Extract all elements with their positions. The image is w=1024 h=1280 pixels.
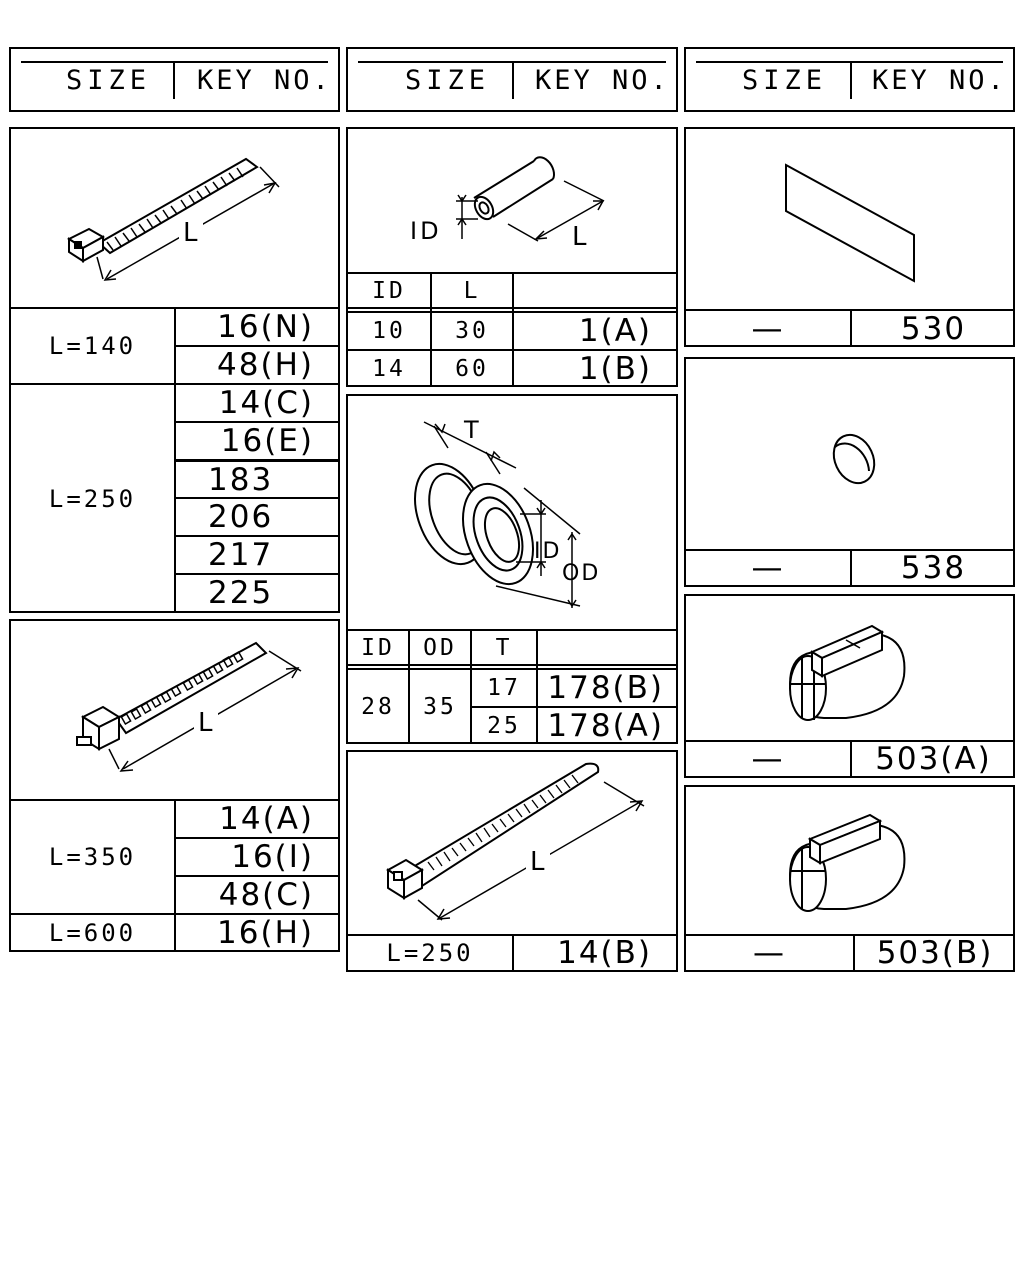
header-col2 xyxy=(346,47,678,112)
grommet-illustration xyxy=(348,396,680,632)
tube-illustration xyxy=(348,129,680,273)
size-dash: — xyxy=(751,311,785,347)
key-no: 48(C) xyxy=(218,877,314,913)
cable-tie-large-panel xyxy=(9,619,340,952)
size-label: L=250 xyxy=(48,485,137,513)
grommet-od-value: 35 xyxy=(423,694,457,720)
dim-label-t: T xyxy=(464,416,479,444)
block-b-panel xyxy=(684,785,1015,972)
key-no: 503(A) xyxy=(875,741,992,777)
header-col3 xyxy=(684,47,1015,112)
header-key-no: KEY NO. xyxy=(197,65,332,96)
header-size: SIZE xyxy=(405,65,491,96)
size-label: L=600 xyxy=(48,918,137,947)
grommet-id-value: 28 xyxy=(361,694,395,720)
key-no: 1(B) xyxy=(578,351,652,387)
disc-panel xyxy=(684,357,1015,587)
dim-label-id: ID xyxy=(410,217,442,245)
column-header-id: ID xyxy=(361,635,395,661)
size-label: L=250 xyxy=(386,939,474,967)
size-dash: — xyxy=(751,741,785,777)
dim-label-l: L xyxy=(198,708,213,738)
header-col1 xyxy=(9,47,340,112)
cable-tie-wide-illustration xyxy=(348,752,680,936)
size-dash: — xyxy=(753,935,786,971)
block-a-illustration xyxy=(686,596,1017,741)
key-no: 16(E) xyxy=(220,423,314,459)
size-label: L=140 xyxy=(48,332,137,360)
key-no: 530 xyxy=(900,311,967,347)
key-no: 1(A) xyxy=(578,313,652,349)
cable-tie-large-illustration xyxy=(11,621,342,799)
header-divider xyxy=(512,63,514,99)
size-dash: — xyxy=(751,550,785,586)
size-label: L=350 xyxy=(48,843,137,871)
header-divider xyxy=(850,63,852,99)
column-header-od: OD xyxy=(423,635,457,661)
column-header-t: T xyxy=(495,635,513,661)
sheet-illustration xyxy=(686,129,1017,309)
key-no: 217 xyxy=(208,537,274,573)
dim-label-l: L xyxy=(183,218,198,248)
key-no: 16(H) xyxy=(217,914,314,951)
key-no: 178(B) xyxy=(547,670,664,706)
key-no: 14(B) xyxy=(557,935,652,971)
tube-l-value: 30 xyxy=(455,318,489,344)
header-divider xyxy=(173,63,175,99)
key-no: 14(A) xyxy=(219,801,314,837)
block-a-panel xyxy=(684,594,1015,778)
key-no: 14(C) xyxy=(218,385,314,421)
tube-id-value: 10 xyxy=(372,318,406,344)
key-no: 16(N) xyxy=(217,309,314,345)
tube-l-value: 60 xyxy=(455,356,489,382)
key-no: 183 xyxy=(208,461,274,498)
disc-illustration xyxy=(686,359,1017,549)
block-b-illustration xyxy=(686,787,1017,935)
cable-tie-wide-panel xyxy=(346,750,678,972)
header-key-no: KEY NO. xyxy=(872,65,1007,96)
grommet-t-value: 25 xyxy=(487,713,521,739)
cable-tie-small-illustration xyxy=(11,129,342,309)
dim-label-l: L xyxy=(572,222,587,252)
header-size: SIZE xyxy=(66,65,152,96)
key-no: 538 xyxy=(900,550,967,586)
key-no: 178(A) xyxy=(547,708,664,744)
cable-tie-small-panel xyxy=(9,127,340,613)
tube-id-value: 14 xyxy=(372,356,406,382)
dim-label-l: L xyxy=(530,847,545,877)
dim-label-id: ID xyxy=(534,539,562,564)
header-key-no: KEY NO. xyxy=(535,65,670,96)
dim-label-od: OD xyxy=(562,561,601,586)
header-size: SIZE xyxy=(742,65,828,96)
column-header-l: L xyxy=(463,278,481,304)
key-no: 206 xyxy=(208,499,274,535)
key-no: 16(I) xyxy=(231,839,314,875)
key-no: 503(B) xyxy=(876,935,994,971)
key-no: 225 xyxy=(208,575,274,611)
grommet-t-value: 17 xyxy=(487,675,521,701)
key-no: 48(H) xyxy=(217,347,314,383)
column-header-id: ID xyxy=(372,278,406,304)
tube-panel xyxy=(346,127,678,387)
sheet-panel xyxy=(684,127,1015,347)
grommet-panel xyxy=(346,394,678,744)
